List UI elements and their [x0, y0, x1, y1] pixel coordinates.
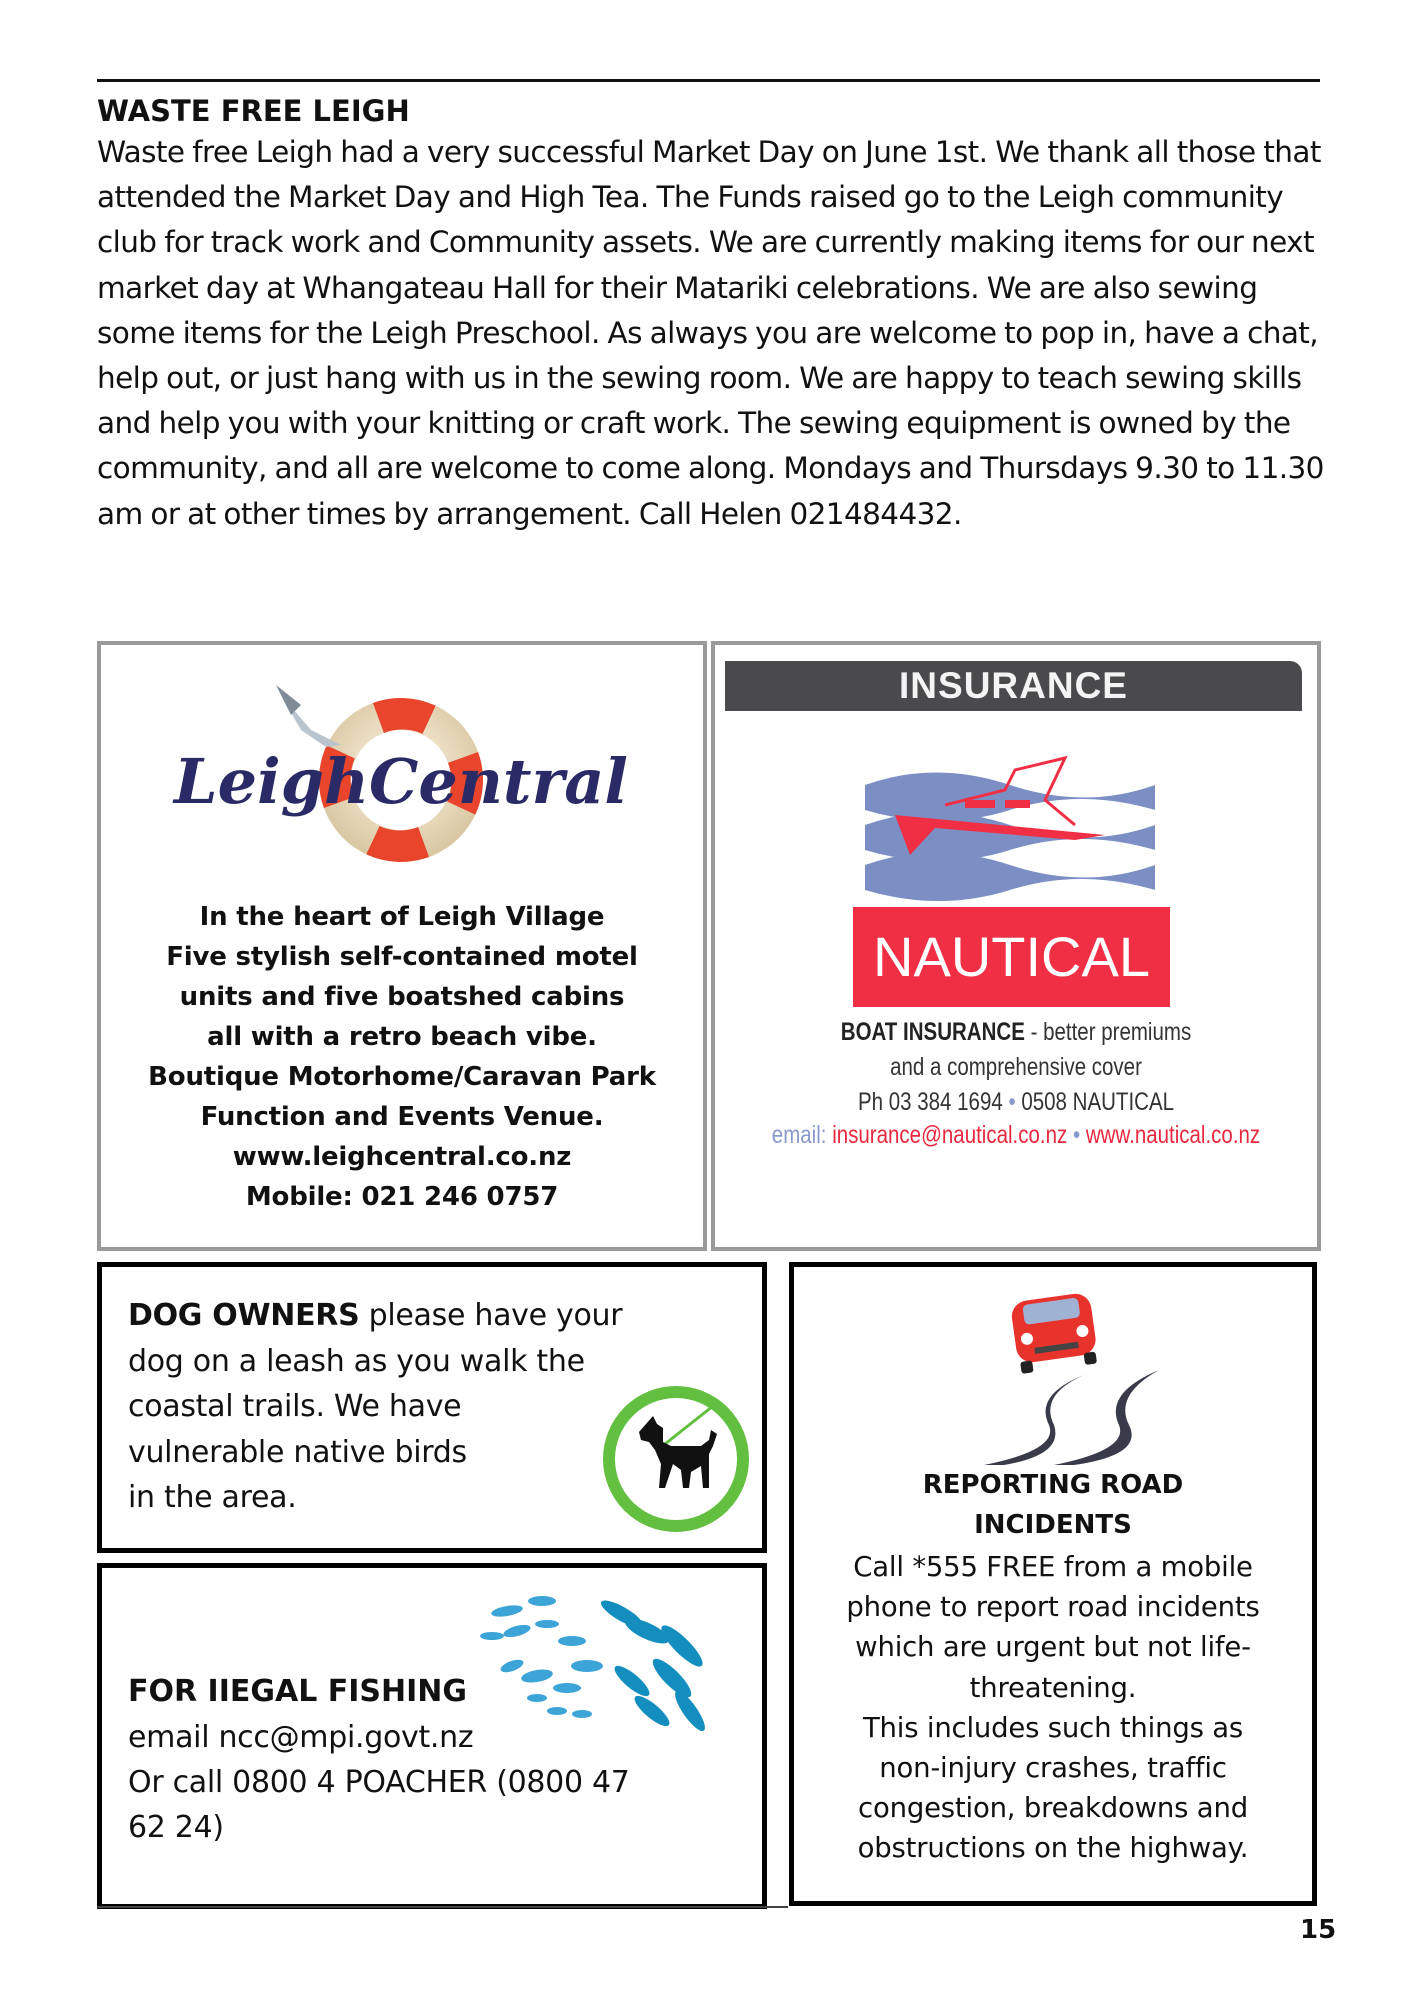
insurance-banner: INSURANCE	[725, 661, 1302, 711]
bullet: •	[1008, 1088, 1016, 1116]
road-incidents-title	[794, 1465, 1312, 1545]
dog-text-line: in the area.	[128, 1480, 297, 1515]
top-rule	[97, 79, 1320, 82]
leigh-line: units and five boatshed cabins	[179, 982, 625, 1012]
boat-insurance-label: BOAT INSURANCE	[840, 1018, 1025, 1046]
road-body-line: congestion, breakdowns and	[858, 1792, 1248, 1825]
road-incidents-body	[794, 1547, 1312, 1869]
nautical-brand: NAUTICAL	[853, 907, 1170, 1007]
dog-text-line: coastal trails. We have	[128, 1389, 462, 1424]
illegal-fishing-title: FOR IIEGAL FISHING	[128, 1674, 468, 1709]
leigh-central-description	[101, 897, 703, 1217]
nautical-tagline	[769, 1018, 1263, 1047]
dog-text-line: dog on a leash as you walk the	[128, 1343, 585, 1379]
road-incidents-notice	[789, 1262, 1317, 1906]
waste-free-leigh-article	[97, 92, 1327, 537]
dog-owners-heading: DOG OWNERS	[128, 1298, 360, 1333]
article-body: Waste free Leigh had a very successful Market Day on June 1st. We thank all those that attended the Market Day and High Tea. The Funds raised go to the Leigh community club for track work and Community assets. We are currently making items for our next market day at Whangateau Hall for their Matariki celebrations. We are also sewing some items for the Leigh Preschool. As always you are welcome to pop in, have a chat, help out, or just hang with us in the sewing room. We are happy to teach sewing skills and help you with your knitting or craft work. The sewing equipment is owned by the community, and all are welcome to come along. Mondays and Thursdays 9.30 to 11.30 am or at other times by arrangement. Call Helen 021484432.	[97, 135, 1324, 531]
car-on-road-icon	[944, 1285, 1164, 1465]
road-title-line: INCIDENTS	[974, 1510, 1132, 1540]
fishing-email-link[interactable]: email ncc@mpi.govt.nz	[128, 1720, 474, 1755]
leigh-central-logo-icon	[101, 675, 703, 875]
tagline-rest: - better premiums	[1024, 1018, 1192, 1046]
nautical-email-link[interactable]: insurance@nautical.co.nz	[832, 1121, 1068, 1149]
phone-number: Ph 03 384 1694	[857, 1088, 1003, 1116]
road-body-line: phone to report road incidents	[846, 1591, 1260, 1624]
road-body-line: non-injury crashes, traffic	[879, 1752, 1227, 1785]
page-number: 15	[1300, 1915, 1337, 1945]
road-body-line: threatening.	[969, 1671, 1137, 1704]
road-body-line: which are urgent but not life-	[855, 1631, 1251, 1664]
article-title: WASTE FREE LEIGH	[97, 94, 410, 128]
nautical-tagline-2: and a comprehensive cover	[890, 1053, 1142, 1081]
nautical-contact	[769, 1121, 1263, 1150]
leigh-line: all with a retro beach vibe.	[207, 1022, 597, 1052]
leigh-line: In the heart of Leigh Village	[199, 902, 605, 932]
leigh-website-link[interactable]: www.leighcentral.co.nz	[232, 1142, 572, 1172]
road-title-line: REPORTING ROAD	[922, 1470, 1184, 1500]
dog-on-leash-icon	[601, 1384, 751, 1534]
dog-owners-notice	[97, 1262, 767, 1553]
leigh-line: Five stylish self-contained motel	[166, 942, 638, 972]
leigh-line: Function and Events Venue.	[200, 1102, 604, 1132]
fishing-call-line: 62 24)	[128, 1810, 224, 1845]
bottom-rule	[97, 1906, 788, 1908]
nautical-insurance-ad	[711, 641, 1321, 1251]
leigh-central-ad	[97, 641, 707, 1251]
nautical-website-link[interactable]: www.nautical.co.nz	[1085, 1121, 1261, 1149]
fish-school-icon	[432, 1576, 732, 1741]
road-body-line: This includes such things as	[862, 1711, 1244, 1744]
bullet: •	[1072, 1121, 1081, 1149]
dog-text-line: vulnerable native birds	[128, 1434, 467, 1470]
nautical-phone	[769, 1088, 1263, 1117]
road-body-line: Call *555 FREE from a mobile	[853, 1551, 1253, 1583]
svg-text:LeighCentral: LeighCentral	[174, 745, 628, 818]
dog-text-line: please have your	[359, 1298, 623, 1333]
illegal-fishing-notice	[97, 1563, 767, 1909]
fishing-call-line: Or call 0800 4 POACHER (0800 47	[128, 1765, 630, 1800]
email-label: email:	[771, 1121, 827, 1149]
road-body-line: obstructions on the highway.	[857, 1832, 1249, 1865]
leigh-mobile: Mobile: 021 246 0757	[245, 1182, 559, 1212]
phone-number-2: 0508 NAUTICAL	[1021, 1088, 1175, 1116]
leigh-line: Boutique Motorhome/Caravan Park	[148, 1062, 656, 1092]
nautical-boat-logo-icon	[865, 750, 1155, 910]
